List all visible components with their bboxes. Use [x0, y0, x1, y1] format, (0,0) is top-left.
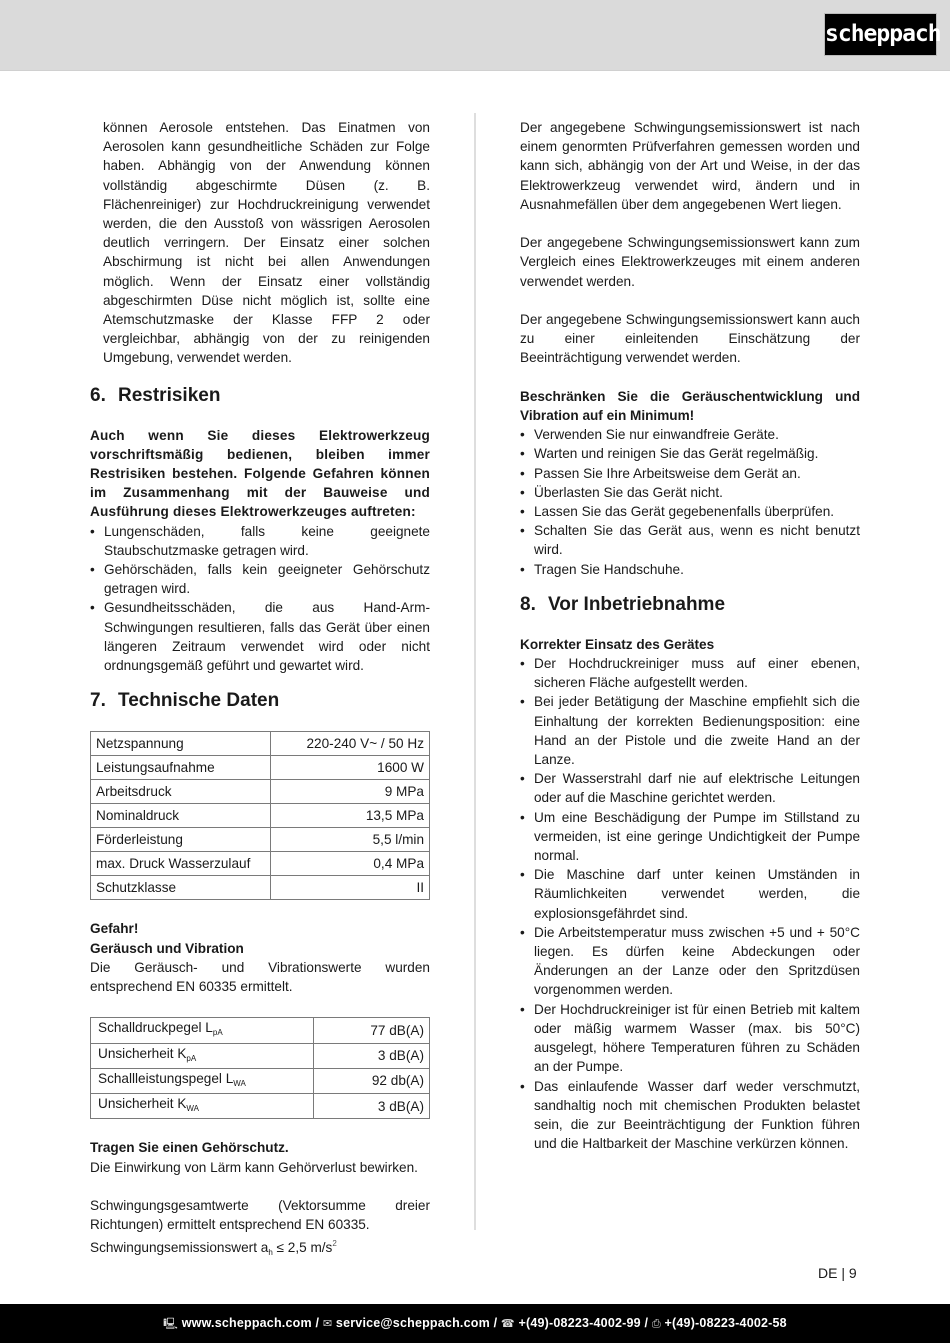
separator: /: [311, 1316, 323, 1330]
website-link[interactable]: www.scheppach.com: [181, 1316, 312, 1330]
noise-label-text: Schallleistungspegel L: [98, 1070, 234, 1086]
spec-label: Schutzklasse: [91, 876, 271, 900]
email-link[interactable]: service@scheppach.com: [335, 1316, 490, 1330]
correct-use-heading: Korrekter Einsatz des Gerätes: [520, 636, 715, 652]
noise-value: 3 dB(A): [314, 1094, 430, 1119]
table-row: [91, 852, 430, 876]
vibration-superscript: 2: [332, 1239, 337, 1249]
noise-label: [91, 1018, 314, 1043]
hearing-protection-text: Die Einwirkung von Lärm kann Gehörverlust bewirken.: [90, 1159, 418, 1175]
danger-label: Gefahr!: [90, 921, 139, 937]
noise-label-text: Unsicherheit K: [98, 1045, 187, 1061]
section-number: 8.: [520, 593, 536, 615]
section-8-heading: [520, 593, 860, 617]
spec-label: Förderleistung: [91, 828, 271, 852]
noise-label-text: Schalldruckpegel L: [98, 1020, 213, 1036]
section-number: 7.: [90, 690, 106, 712]
spec-value: 9 MPa: [271, 780, 430, 804]
spec-label: Netzspannung: [91, 732, 271, 756]
table-row: [91, 828, 430, 852]
spec-label: Arbeitsdruck: [91, 780, 271, 804]
section-title: Vor Inbetriebnahme: [548, 593, 726, 615]
table-row: [91, 1094, 430, 1119]
list-item: • Schalten Sie das Gerät aus, wenn es nicht benutzt wird.: [520, 521, 860, 559]
table-row: [91, 1043, 430, 1068]
table-row: [91, 756, 430, 780]
left-column: [90, 118, 430, 1263]
page-number: DE | 9: [818, 1265, 857, 1281]
residual-risk-list: [90, 522, 430, 676]
column-divider: [474, 113, 476, 1230]
list-item: • Der Hochdruckreiniger muss auf einer ebenen, sicheren Fläche aufgestellt werden.: [520, 654, 860, 692]
spec-label: max. Druck Wasserzulauf: [91, 852, 271, 876]
vibration-paragraph: Der angegebene Schwingungsemissionswert ist nach einem genormten Prüfverfahren gemessen worden und kann sich, abhängig von der Art und Weise, in der das Elektrowerkzeug verwendet wird, ändern und in Ausnahmefällen über dem angegebenen Wert liegen.: [520, 120, 860, 212]
section-number: 6.: [90, 384, 106, 406]
brand-logo: scheppach: [824, 13, 937, 56]
noise-text: Die Geräusch- und Vibrationswerte wurden entsprechend EN 60335 ermittelt.: [90, 959, 430, 995]
section-6-heading: [90, 384, 430, 408]
vibration-subscript: h: [268, 1248, 273, 1258]
list-item: • Tragen Sie Handschuhe.: [520, 560, 860, 579]
table-row: [91, 1018, 430, 1043]
list-item: • Die Arbeitstemperatur muss zwischen +5 und + 50°C liegen. Es dürfen keine Abdeckungen oder Änderungen an der Lanze oder den Spritzdüsen vorgenommen werden.: [520, 923, 860, 1000]
noise-label: [91, 1043, 314, 1068]
noise-label-subscript: WA: [186, 1104, 199, 1114]
table-row: [91, 804, 430, 828]
table-row: [91, 732, 430, 756]
spec-label: Nominaldruck: [91, 804, 271, 828]
list-item: • Der Wasserstrahl darf nie auf elektrische Leitungen oder auf die Maschine gerichtet werden.: [520, 769, 860, 807]
vibration-value: [90, 1234, 430, 1262]
section-title: Technische Daten: [118, 690, 280, 712]
vibration-value-text: ≤ 2,5 m/s: [272, 1240, 333, 1256]
noise-label-text: Unsicherheit K: [98, 1096, 187, 1112]
separator: /: [640, 1316, 652, 1330]
noise-label: [91, 1068, 314, 1093]
noise-value: 92 db(A): [314, 1068, 430, 1093]
table-row: [91, 1068, 430, 1093]
vibration-text: Schwingungsgesamtwerte (Vektorsumme dreier Richtungen) ermittelt entsprechend EN 60335.: [90, 1198, 430, 1233]
aerosol-paragraph: können Aerosole entstehen. Das Einatmen von Aerosolen kann gesundheitliche Schäden zur Folge haben. Abhängig von der Anwendung können vollständig abgeschirmte Düsen (z. B. Flächenreiniger) zur Hochdruckreinigung verwendet werden, die den Ausstoß von wässrigen Aerosolen deutlich verringern. Der Einsatz einer solchen Abschirmung ist nicht bei allen Anwendungen möglich. Wenn der Einsatz einer vollständig abgeschirmten Düse nicht möglich ist, sollte eine Atemschutzmaske der Klasse FFP 2 oder vergleichbar, abhängig von der zu reinigenden Umgebung, verwendet werden.: [103, 120, 430, 366]
table-row: [91, 780, 430, 804]
list-item: • Gehörschäden, falls kein geeigneter Gehörschutz getragen wird.: [90, 560, 430, 598]
list-item: • Überlasten Sie das Gerät nicht.: [520, 483, 860, 502]
list-item: • Verwenden Sie nur einwandfreie Geräte.: [520, 425, 860, 444]
list-item: • Gesundheitsschäden, die aus Hand-Arm- Schwingungen resultieren, falls das Gerät über einen längeren Zeitraum verwendet wird oder nicht ordnungsgemäß geführt und gewartet wird.: [90, 598, 430, 675]
computer-icon: 🖳: [163, 1318, 179, 1330]
spec-label: Leistungsaufnahme: [91, 756, 271, 780]
separator: /: [489, 1316, 501, 1330]
noise-label-subscript: pA: [212, 1028, 223, 1038]
spec-value: 0,4 MPa: [271, 852, 430, 876]
phone-number: +(49)-08223-4002-99: [518, 1316, 641, 1330]
section-title: Restrisiken: [118, 384, 221, 406]
section-7-heading: [90, 689, 430, 713]
spec-value: 5,5 l/min: [271, 828, 430, 852]
noise-label-subscript: WA: [233, 1078, 246, 1088]
list-item: • Lassen Sie das Gerät gegebenenfalls überprüfen.: [520, 502, 860, 521]
limit-noise-list: [520, 425, 860, 579]
noise-value: 3 dB(A): [314, 1043, 430, 1068]
table-row: [91, 876, 430, 900]
noise-value: 77 dB(A): [314, 1018, 430, 1043]
vibration-label: Schwingungsemissionswert a: [90, 1240, 269, 1256]
list-item: • Die Maschine darf unter keinen Umständen in Räumlichkeiten verwendet werden, die explosionsgefährdet sind.: [520, 865, 860, 923]
spec-value: 13,5 MPa: [271, 804, 430, 828]
technical-data-table: [90, 731, 430, 900]
list-item: • Warten und reinigen Sie das Gerät regelmäßig.: [520, 444, 860, 463]
right-column: [520, 118, 860, 1153]
vibration-paragraph: Der angegebene Schwingungsemissionswert kann auch zu einer einleitenden Einschätzung der Beeinträchtigung verwendet werden.: [520, 312, 860, 366]
hearing-protection-heading: Tragen Sie einen Gehörschutz.: [90, 1140, 289, 1156]
fax-icon: ⎙: [651, 1318, 661, 1330]
fax-number: +(49)-08223-4002-58: [664, 1316, 787, 1330]
correct-use-list: [520, 654, 860, 1153]
noise-label-subscript: pA: [186, 1053, 197, 1063]
noise-label: [91, 1094, 314, 1119]
list-item: • Der Hochdruckreiniger ist für einen Betrieb mit kaltem oder mäßig warmem Wasser (max. bis 50°C) ausgelegt, höhere Temperaturen führen zu Schäden an der Pumpe.: [520, 1000, 860, 1077]
limit-noise-heading: Beschränken Sie die Geräuschentwicklung und Vibration auf ein Minimum!: [520, 388, 860, 423]
phone-icon: ☎: [500, 1318, 515, 1330]
residual-risk-lead: Auch wenn Sie dieses Elektrowerkzeug vorschriftsmäßig bedienen, bleiben immer Restrisiken bestehen. Folgende Gefahren können im Zusammenhang mit der Bauweise und Ausführung dieses Elektrowerkzeuges auftreten:: [90, 427, 430, 520]
noise-heading: Geräusch und Vibration: [90, 940, 244, 956]
spec-value: 1600 W: [271, 756, 430, 780]
header-band: [0, 0, 950, 71]
list-item: • Das einlaufende Wasser darf weder verschmutzt, sandhaltig noch mit chemischen Produkten belastet sein, die zur Beeinträchtigung der Funktion führen und die Haltbarkeit der Maschine verkürzen können.: [520, 1077, 860, 1154]
vibration-paragraph: Der angegebene Schwingungsemissionswert kann zum Vergleich eines Elektrowerkzeuges mit einem anderen verwendet werden.: [520, 235, 860, 289]
email-icon: ✉: [322, 1318, 333, 1330]
list-item: • Passen Sie Ihre Arbeitsweise dem Gerät an.: [520, 464, 860, 483]
spec-value: 220-240 V~ / 50 Hz: [271, 732, 430, 756]
noise-table: [90, 1017, 430, 1119]
list-item: • Bei jeder Betätigung der Maschine empfiehlt sich die Einhaltung der korrekten Bedienungsposition: eine Hand an der Pistole und die zweite Hand an der Lanze.: [520, 692, 860, 769]
footer-contact-bar: [0, 1304, 950, 1343]
list-item: • Um eine Beschädigung der Pumpe im Stillstand zu vermeiden, ist eine geringe Undichtigkeit der Pumpe normal.: [520, 808, 860, 866]
spec-value: II: [271, 876, 430, 900]
list-item: • Lungenschäden, falls keine geeignete Staubschutzmaske getragen wird.: [90, 522, 430, 560]
